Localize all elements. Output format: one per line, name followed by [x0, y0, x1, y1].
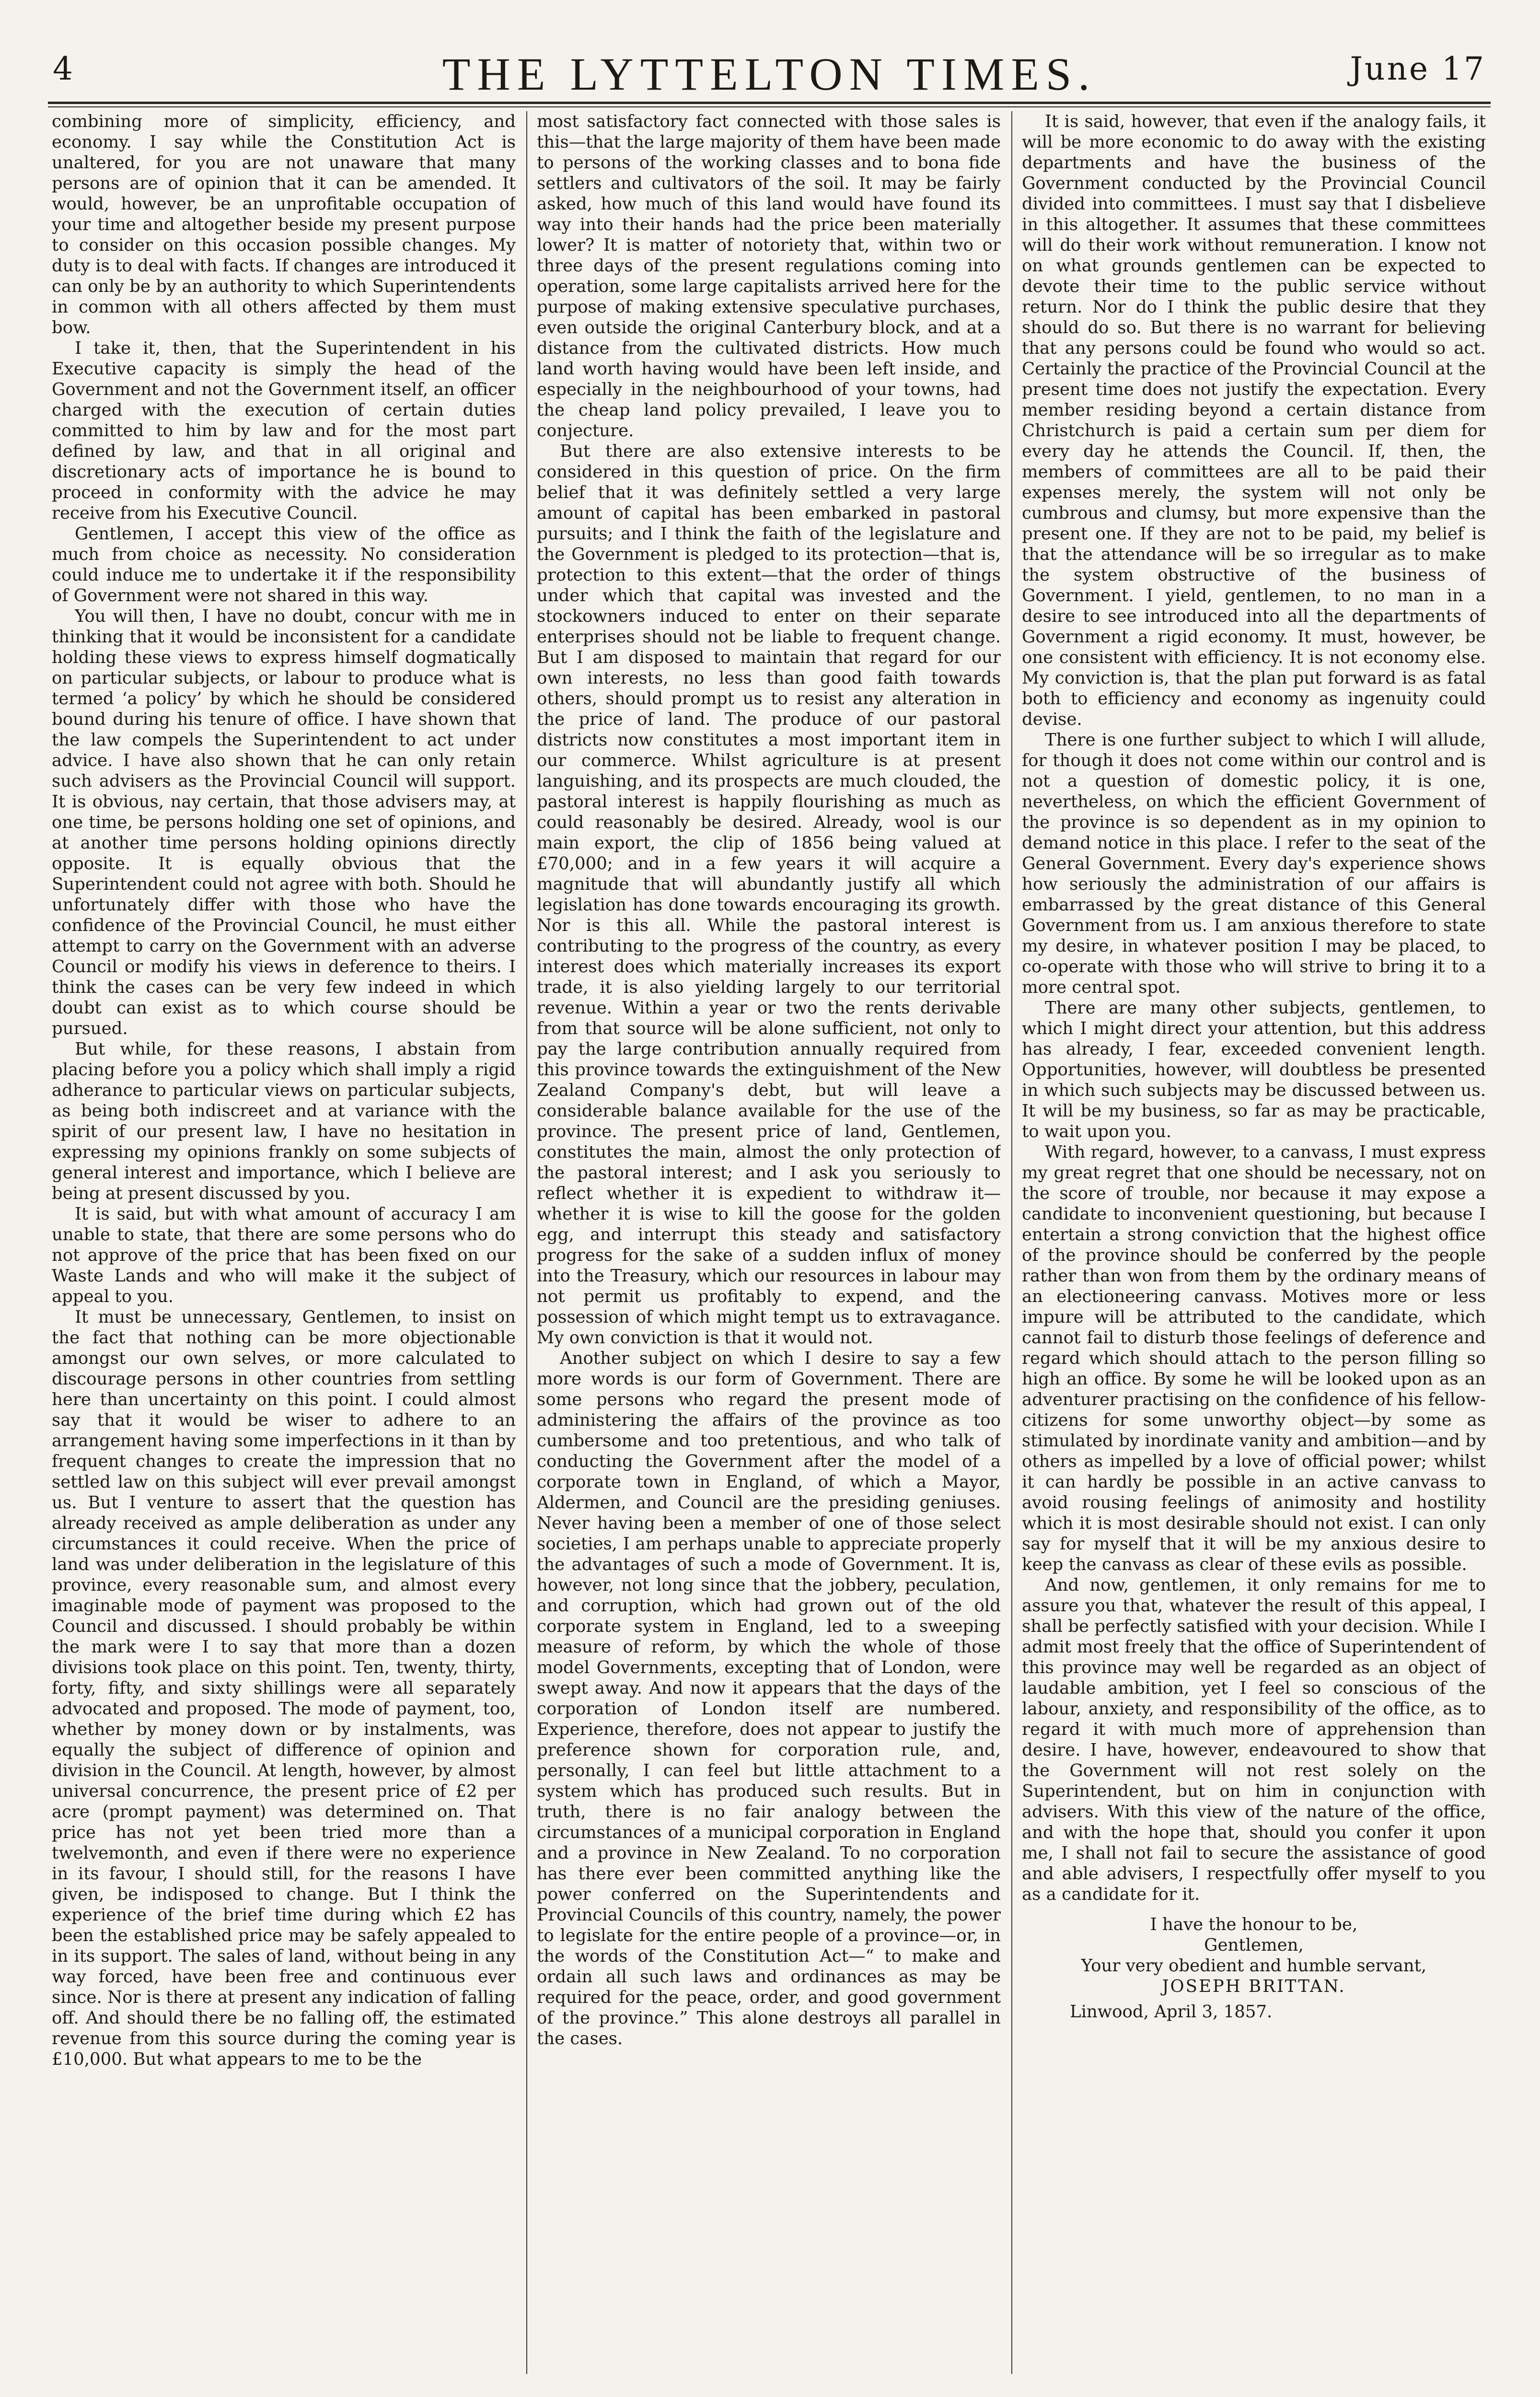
paragraph: Gentlemen, I accept this view of the office as much from choice as necessity. No consideration could induce me to undertake it if the responsibility of Government were not shared in this way.	[52, 524, 516, 605]
paragraph: But there are also extensive interests to be considered in this question of price. On the firm belief that it was definitely settled a very large amount of capital has been embarked in pastoral pursuits; and I think the faith of the legislature and the Government is pledged to its protection—that is, protection to this extent—that the order of things under which that capital was invested and the stockowners induced to enter on their separate enterprises should not be liable to frequent change. But I am disposed to maintain that regard for our own interests, no less than good faith towards others, should prompt us to resist any alteration in the price of land. The produce of our pastoral districts now constitutes a most important item in our commerce. Whilst agriculture is at present languishing, and its prospects are much clouded, the pastoral interest is happily flourishing as much as could reasonably be desired. Already, wool is our main export, the clip of 1856 being valued at £70,000; and in a few years it will acquire a magnitude that will abundantly justify all which legislation has done towards encouraging its growth. Nor is this all. While the pastoral interest is contributing to the progress of the country, as every interest does which materially increases its export trade, it is also yielding largely to our territorial revenue. Within a year or two the rents derivable from that source will be alone sufficient, not only to pay the large contribution annually required from this province towards the extinguishment of the New Zealand Company's debt, but will leave a considerable balance available for the use of the province. The present price of land, Gentlemen, constitutes the main, almost the only protection of the pastoral interest; and I ask you seriously to reflect whether it is expedient to withdraw it—whether it is wise to kill the goose for the golden egg, and interrupt this steady and satisfactory progress for the sake of a sudden influx of money into the Treasury, which our resources in labour may not permit us profitably to expend, and the possession of which might tempt us to extravagance. My own conviction is that it would not.	[537, 442, 1001, 1348]
paragraph: Another subject on which I desire to say a few more words is our form of Government. There are some persons who regard the present mode of administering the affairs of the province as too cumbersome and too pretentious, and who talk of conducting the Government after the model of a corporate town in England, of which a Mayor, Aldermen, and Council are the presiding geniuses. Never having been a member of one of those select societies, I am perhaps unable to appreciate properly the advantages of such a mode of Government. It is, however, not long since that the jobbery, peculation, and corruption, which had grown out of the old corporate system in England, led to a sweeping measure of reform, by which the whole of those model Governments, excepting that of London, were swept away. And now it appears that the days of the corporation of London itself are numbered. Experience, therefore, does not appear to justify the preference shown for corporation rule, and, personally, I can feel but little attachment to a system which has produced such results. But in truth, there is no fair analogy between the circumstances of a municipal corporation in England and a province in New Zealand. To no corporation has there ever been committed anything like the power conferred on the Superintendents and Provincial Councils of this country, namely, the power to legislate for the entire people of a province—or, in the words of the Constitution Act—“ to make and ordain all such laws and ordinances as may be required for the peace, order, and good government of the province.” This alone destroys all parallel in the cases.	[537, 1349, 1001, 2048]
paragraph: It is said, however, that even if the analogy fails, it will be more economic to do away with the existing departments and have the business of the Government conducted by the Provincial Council divided into committees. I must say that I disbelieve in this altogether. It assumes that these committees will do their work without remuneration. I know not on what grounds gentlemen can be expected to devote their time to the public service without return. Nor do I think the public desire that they should do so. But there is no warrant for believing that any persons could be found who would so act. Certainly the practice of the Provincial Council at the present time does not justify the expectation. Every member residing beyond a certain distance from Christchurch is paid a certain sum per diem for every day he attends the Council. If, then, the members of committees are all to be paid their expenses merely, the system will not only be cumbrous and clumsy, but more expensive than the present one. If they are not to be paid, my belief is that the attendance will be so irregular as to make the system obstructive of the business of Government. I yield, gentlemen, to no man in a desire to see introduced into all the departments of Government a rigid economy. It must, however, be one consistent with efficiency. It is not economy else. My conviction is, that the plan put forward is as fatal both to efficiency and economy as ingenuity could devise.	[1022, 112, 1486, 729]
paragraph: I take it, then, that the Superintendent in his Executive capacity is simply the head of the Government and not the Government itself, an officer charged with the execution of certain duties committed to him by law and for the most part defined by law, and that in all original and discretionary acts of importance he is bound to proceed in conformity with the advice he may receive from his Executive Council.	[52, 338, 516, 523]
paragraph: And now, gentlemen, it only remains for me to assure you that, whatever the result of this appeal, I shall be perfectly satisfied with your decision. While I admit most freely that the office of Superintendent of this province may well be regarded as an object of laudable ambition, yet I feel so conscious of the labour, anxiety, and responsibility of the office, as to regard it with much more of apprehension than desire. I have, however, endeavoured to show that the Government will not rest solely on the Superintendent, but on him in conjunction with advisers. With this view of the nature of the office, and with the hope that, should you confer it upon me, I shall not fail to secure the assistance of good and able advisers, I respectfully offer myself to you as a candidate for it.	[1022, 1575, 1486, 1904]
column-divider-2	[1011, 111, 1012, 2374]
paragraph: most satisfactory fact connected with those sales is this—that the large majority of them have been made to persons of the working classes and to bona fide settlers and cultivators of the soil. It may be fairly asked, how much of this land would have found its way into their hands had the price been materially lower? It is matter of notoriety that, within two or three days of the present regulations coming into operation, some large capitalists arrived here for the purpose of making extensive speculative purchases, even outside the original Canterbury block, and at a distance from the cultivated districts. How much land worth having would have been left inside, and especially in the neighbourhood of your towns, had the cheap land policy prevailed, I leave you to conjecture.	[537, 112, 1001, 441]
paragraph: You will then, I have no doubt, concur with me in thinking that it would be inconsistent for a candidate holding these views to express himself dogmatically on particular subjects, or labour to produce what is termed ‘a policy’ by which he should be considered bound during his tenure of office. I have shown that the law compels the Superintendent to act under advice. I have also shown that he can only retain such advisers as the Provincial Council will support. It is obvious, nay certain, that those advisers may, at one time, be persons holding one set of opinions, and at another time persons holding opinions directly opposite. It is equally obvious that the Superintendent could not agree with both. Should he unfortunately differ with those who have the confidence of the Provincial Council, he must either attempt to carry on the Government with an adverse Council or modify his views in deference to theirs. I think the cases can be very few indeed in which doubt can exist as to which course should be pursued.	[52, 606, 516, 1038]
masthead-rule-thin	[48, 106, 1491, 107]
paragraph: It must be unnecessary, Gentlemen, to insist on the fact that nothing can be more objectionable amongst our own selves, or more calculated to discourage persons in other countries from settling here than uncertainty on this point. I could almost say that it would be wiser to adhere to an arrangement having some imperfections in it than by frequent changes to create the impression that no settled law on this subject will ever prevail amongst us. But I venture to assert that the question has already received as ample deliberation as under any circumstances it could receive. When the price of land was under deliberation in the legislature of this province, every reasonable sum, and almost every imaginable mode of payment was proposed to the Council and discussed. I should probably be within the mark were I to say that more than a dozen divisions took place on this point. Ten, twenty, thirty, forty, fifty, and sixty shillings were all separately advocated and proposed. The mode of payment, too, whether by money down or by instalments, was equally the subject of difference of opinion and division in the Council. At length, however, by almost universal concurrence, the present price of £2 per acre (prompt payment) was determined on. That price has not yet been tried more than a twelvemonth, and even if there were no experience in its favour, I should still, for the reasons I have given, be indisposed to change. But I think the experience of the brief time during which £2 has been the established price may be safely appealed to in its support. The sales of land, without being in any way forced, have been free and continuous ever since. Nor is there at present any indication of falling off. And should there be no falling off, the estimated revenue from this source during the coming year is £10,000. But what appears to me to be the	[52, 1307, 516, 2069]
paragraph: But while, for these reasons, I abstain from placing before you a policy which shall imply a rigid adherance to particular views on particular subjects, as being both indiscreet and at variance with the spirit of our present law, I have no hesitation in expressing my opinions frankly on some subjects of general interest and importance, which I believe are being at present discussed by you.	[52, 1039, 516, 1203]
paragraph: combining more of simplicity, efficiency, and economy. I say while the Constitution Act is unaltered, for you are not unaware that many persons are of opinion that it can be amended. It would, however, be an unprofitable occupation of your time and altogether beside my present purpose to consider on this occasion possible changes. My duty is to deal with facts. If changes are introduced it can only be by an authority to which Superintendents in common with all others affected by them must bow.	[52, 112, 516, 337]
signoff-line: Your very obedient and humble servant,	[1081, 1956, 1427, 1976]
signoff-line: I have the honour to be,	[1150, 1915, 1358, 1934]
column-divider-1	[526, 111, 527, 2374]
author-name: JOSEPH BRITTAN.	[1162, 1977, 1346, 1996]
paragraph: It is said, but with what amount of accuracy I am unable to state, that there are some persons who do not approve of the price that has been fixed on our Waste Lands and who will make it the subject of appeal to you.	[52, 1204, 516, 1306]
column-2	[537, 111, 1001, 2374]
paragraph: There is one further subject to which I will allude, for though it does not come within our control and is not a question of domestic policy, it is one, nevertheless, on which the efficient Government of the province is so dependent as in my opinion to demand notice in this place. I refer to the seat of the General Government. Every day's experience shows how seriously the administration of our affairs is embarrassed by the great distance of this General Government from us. I am anxious therefore to state my desire, in whatever position I may be placed, to co-operate with those who will strive to bring it to a more central spot.	[1022, 730, 1486, 997]
masthead-rule-thick	[48, 102, 1491, 104]
masthead	[48, 50, 1491, 103]
column-3	[1022, 111, 1486, 2374]
dateline: Linwood, April 3, 1857.	[1070, 2002, 1273, 2022]
signoff-line: Gentlemen,	[1204, 1935, 1304, 1955]
newspaper-title: THE LYTTELTON TIMES.	[442, 48, 1097, 100]
paragraph: There are many other subjects, gentlemen, to which I might direct your attention, but this address has already, I fear, exceeded convenient length. Opportunities, however, will doubtless be presented in which such subjects may be discussed between us. It will be my business, so far as may be practicable, to wait upon you.	[1022, 998, 1486, 1141]
page-number: 4	[53, 50, 73, 87]
paragraph: With regard, however, to a canvass, I must express my great regret that one should be necessary, not on the score of trouble, nor because it may expose a candidate to inconvenient questioning, but because I entertain a strong conviction that the highest office of the province should be conferred by the people rather than won from them by the ordinary means of an electioneering canvass. Motives more or less impure will be attributed to the candidate, which cannot fail to disturb those feelings of deference and regard which should attach to the person filling so high an office. By some he will be looked upon as an adventurer practising on the confidence of his fellow-citizens for some unworthy object—by some as stimulated by inordinate vanity and ambition—and by others as impelled by a love of official power; whilst it can hardly be possible in an active canvass to avoid rousing feelings of animosity and hostility which it is most desirable should not exist. I can only say for myself that it will be my anxious desire to keep the canvass as clear of these evils as possible.	[1022, 1142, 1486, 1574]
issue-date: June 17	[1350, 50, 1486, 87]
column-1	[52, 111, 516, 2374]
signoff	[1022, 1914, 1486, 1997]
